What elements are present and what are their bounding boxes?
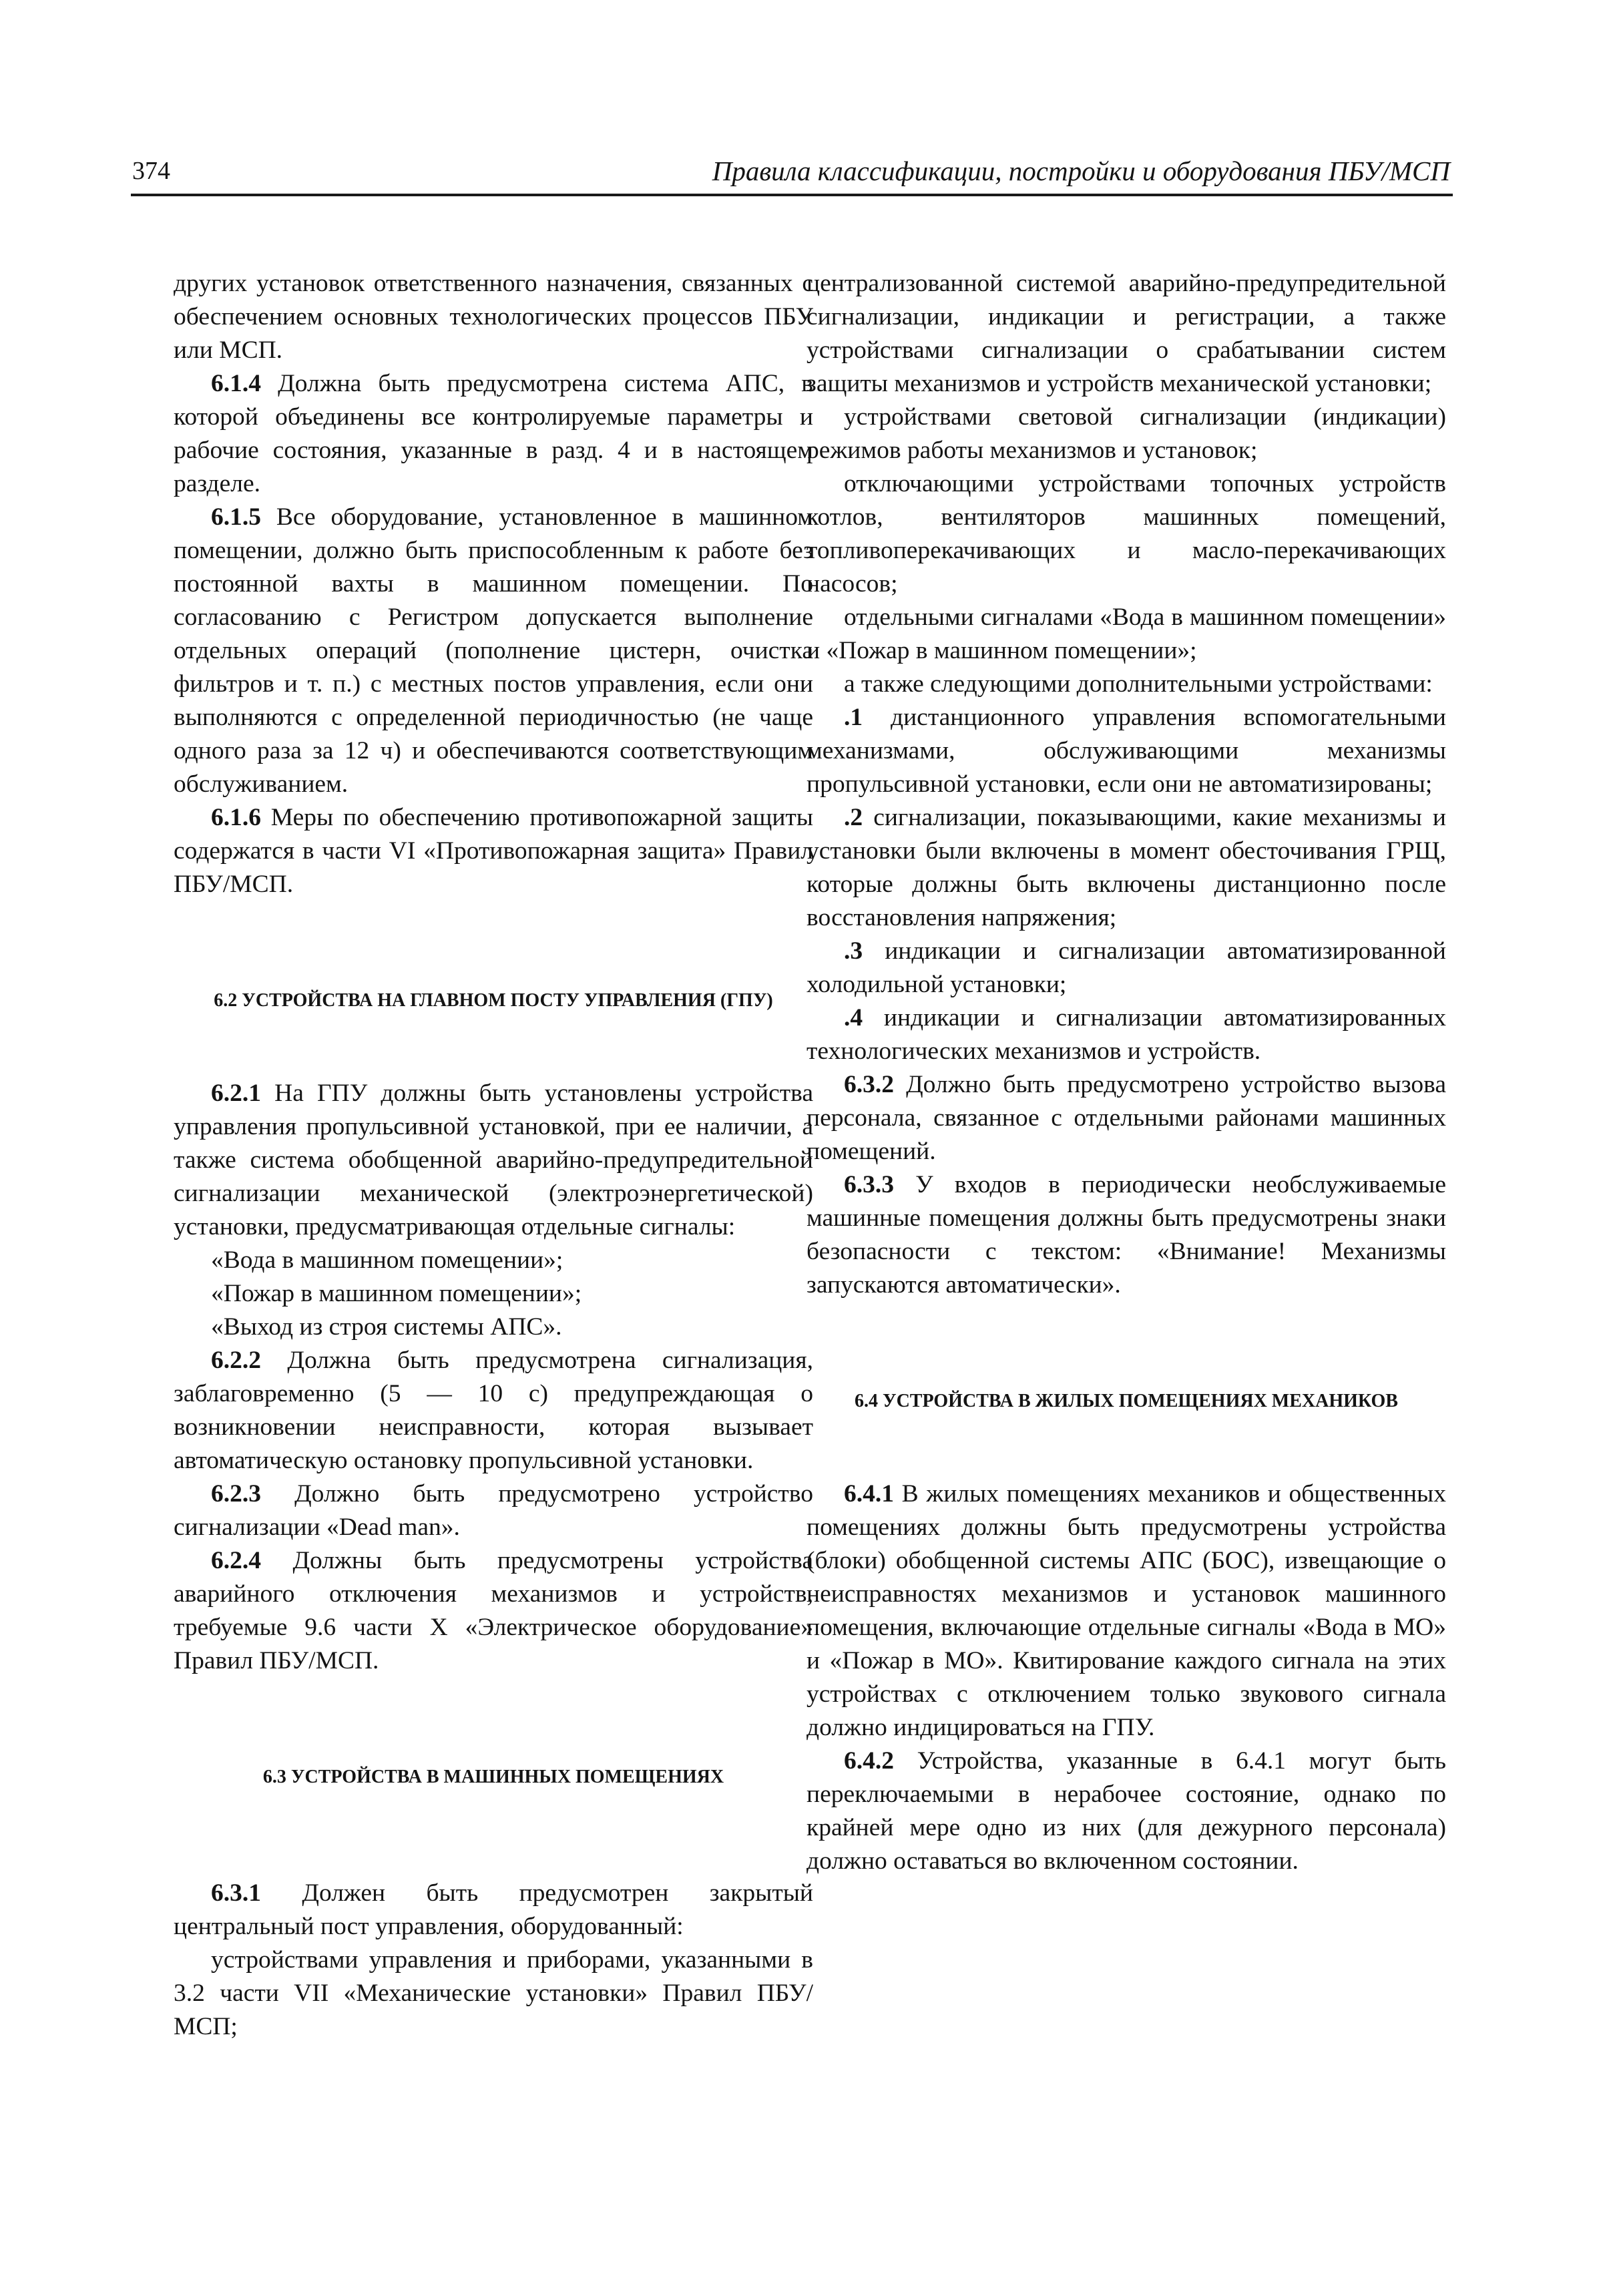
clause-number: 6.4.1: [844, 1480, 894, 1508]
paragraph-6-4-1: [807, 1477, 1446, 1745]
paragraph-6-3-2: [807, 1068, 1446, 1168]
paragraph-6-1-5: [174, 501, 813, 801]
subitem-number: .3: [844, 937, 863, 965]
clause-text: В жилых помещениях механиков и общественных помещениях должны быть предусмотрены устройства (блоки) обобщенной системы АПС (БОС), извещающие о неисправностях механизмов и установок машинного помещения, включающие отдельные сигналы «Вода в МО» и «Пожар в МО». Квитирование каждого сигнала на этих устройствах с отключением только звукового сигнала должно индицироваться на ГПУ.: [807, 1480, 1446, 1741]
subitem-2: [807, 801, 1446, 935]
clause-number: 6.3.2: [844, 1071, 894, 1098]
clause-number: 6.1.6: [211, 804, 261, 831]
left-column: [174, 267, 813, 2044]
paragraph-6-1-4: [174, 367, 813, 501]
subitem-text: индикации и сигнализации автоматизированных технологических механизмов и устройств.: [807, 1004, 1446, 1065]
clause-text: Должна быть предусмотрена сигнализация, заблаговременно (5 — 10 с) предупреждающая о возникновении неисправности, которая вызывает автоматическую остановку пропульсивной установки.: [174, 1347, 813, 1474]
clause-text: На ГПУ должны быть установлены устройства управления пропульсивной установкой, при ее наличии, а также система обобщенной аварийно-предупредительной сигнализации механической (электроэнергетической) установки, предусматривающая отдельные сигналы:: [174, 1080, 813, 1240]
clause-text: Должен быть предусмотрен закрытый центральный пост управления, оборудованный:: [174, 1879, 813, 1940]
clause-text: Устройства, указанные в 6.4.1 могут быть переключаемыми в нерабочее состояние, однако по крайней мере одно из них (для дежурного персонала) должно оставаться во включенном состоянии.: [807, 1747, 1446, 1875]
clause-text: Все оборудование, установленное в машинном помещении, должно быть приспособленным к работе без постоянной вахты в машинном помещении. По согласованию с Регистром допускается выполнение отдельных операций (пополнение цистерн, очистка фильтров и т. п.) с местных постов управления, если они выполняются с определенной периодичностью (не чаще одного раза за 12 ч) и обеспечиваются соответствующим обслуживанием.: [174, 503, 813, 798]
paragraph-6-2-2: [174, 1344, 813, 1477]
right-column: [807, 267, 1446, 1878]
page-number: 374: [132, 157, 170, 185]
list-item-shutdown-devices: отключающими устройствами топочных устройств котлов, вентиляторов машинных помещений, топливоперекачивающих и масло-перекачивающих насосов;: [807, 470, 1446, 598]
list-item-separate-signals: отдельными сигналами «Вода в машинном помещении» и «Пожар в машинном помещении»;: [807, 604, 1446, 664]
paragraph-6-3-3: [807, 1168, 1446, 1302]
clause-text: Должны быть предусмотрены устройства аварийного отключения механизмов и устройств, требуемые 9.6 части X «Электрическое оборудование» Правил ПБУ/МСП.: [174, 1547, 813, 1674]
clause-number: 6.1.4: [211, 370, 261, 397]
section-heading-6-3: 6.3 УСТРОЙСТВА В МАШИННЫХ ПОМЕЩЕНИЯХ: [262, 1767, 724, 1787]
clause-text: Должна быть предусмотрена система АПС, в которой объединены все контролируемые параметры и рабочие состояния, указанные в разд. 4 и в настоящем разделе.: [174, 370, 813, 497]
clause-number: 6.1.5: [211, 503, 261, 531]
signal-fire: «Пожар в машинном помещении»;: [211, 1280, 582, 1307]
clause-text: Должно быть предусмотрено устройство сигнализации «Dead man».: [174, 1480, 813, 1541]
paragraph-6-4-2: [807, 1745, 1446, 1878]
subitem-text: сигнализации, показывающими, какие механизмы и установки были включены в момент обесточивания ГРЩ, которые должны быть включены дистанционно после восстановления напряжения;: [807, 804, 1446, 931]
paragraph-6-3-1-item: устройствами управления и приборами, указанными в 3.2 части VII «Механические установки» Правил ПБУ/МСП;: [174, 1946, 813, 2040]
subitem-number: .1: [844, 704, 863, 731]
subitem-text: индикации и сигнализации автоматизированной холодильной установки;: [807, 937, 1446, 998]
paragraph-6-2-3: [174, 1477, 813, 1544]
signal-aps-failure: «Выход из строя системы АПС».: [211, 1313, 562, 1341]
list-item-additional-devices: а также следующими дополнительными устройствами:: [844, 670, 1433, 698]
section-heading-6-2: 6.2 УСТРОЙСТВА НА ГЛАВНОМ ПОСТУ УПРАВЛЕНИЯ (ГПУ): [214, 990, 773, 1011]
paragraph-6-1-6: [174, 801, 813, 901]
clause-text: У входов в периодически необслуживаемые машинные помещения должны быть предусмотрены знаки безопасности с текстом: «Внимание! Механизмы запускаются автоматически».: [807, 1171, 1446, 1299]
clause-number: 6.2.2: [211, 1347, 261, 1374]
running-title: Правила классификации, постройки и оборудования ПБУ/МСП: [712, 156, 1450, 186]
clause-number: 6.2.3: [211, 1480, 261, 1508]
clause-text: Должно быть предусмотрено устройство вызова персонала, связанное с отдельными районами машинных помещений.: [807, 1071, 1446, 1165]
list-item-light-signals: устройствами световой сигнализации (индикации) режимов работы механизмов и установок;: [807, 403, 1446, 464]
paragraph-6-2-4: [174, 1544, 813, 1678]
subitem-3: [807, 935, 1446, 1001]
clause-number: 6.3.1: [211, 1879, 261, 1907]
clause-number: 6.2.1: [211, 1080, 261, 1107]
page-header: [131, 151, 1453, 196]
subitem-1: [807, 701, 1446, 801]
paragraph-6-2-1: [174, 1077, 813, 1244]
subitem-number: .4: [844, 1004, 863, 1031]
subitem-text: дистанционного управления вспомогательными механизмами, обслуживающими механизмы пропульсивной установки, если они не автоматизированы;: [807, 704, 1446, 798]
signal-water: «Вода в машинном помещении»;: [211, 1246, 563, 1274]
clause-number: 6.3.3: [844, 1171, 894, 1198]
section-heading-6-4: 6.4 УСТРОЙСТВА В ЖИЛЫХ ПОМЕЩЕНИЯХ МЕХАНИКОВ: [855, 1391, 1398, 1411]
subitem-number: .2: [844, 804, 863, 831]
subitem-4: [807, 1001, 1446, 1068]
clause-number: 6.2.4: [211, 1547, 261, 1574]
clause-number: 6.4.2: [844, 1747, 894, 1775]
paragraph-continuation: других установок ответственного назначения, связанных с обеспечением основных технологических процессов ПБУ или МСП.: [174, 270, 813, 364]
clause-text: Меры по обеспечению противопожарной защиты содержатся в части VI «Противопожарная защита» Правил ПБУ/МСП.: [174, 804, 813, 898]
paragraph-6-3-1: [174, 1877, 813, 1943]
paragraph-continuation: централизованной системой аварийно-предупредительной сигнализации, индикации и регистрации, а также устройствами сигнализации о срабатывании систем защиты механизмов и устройств механической установки;: [807, 270, 1446, 397]
